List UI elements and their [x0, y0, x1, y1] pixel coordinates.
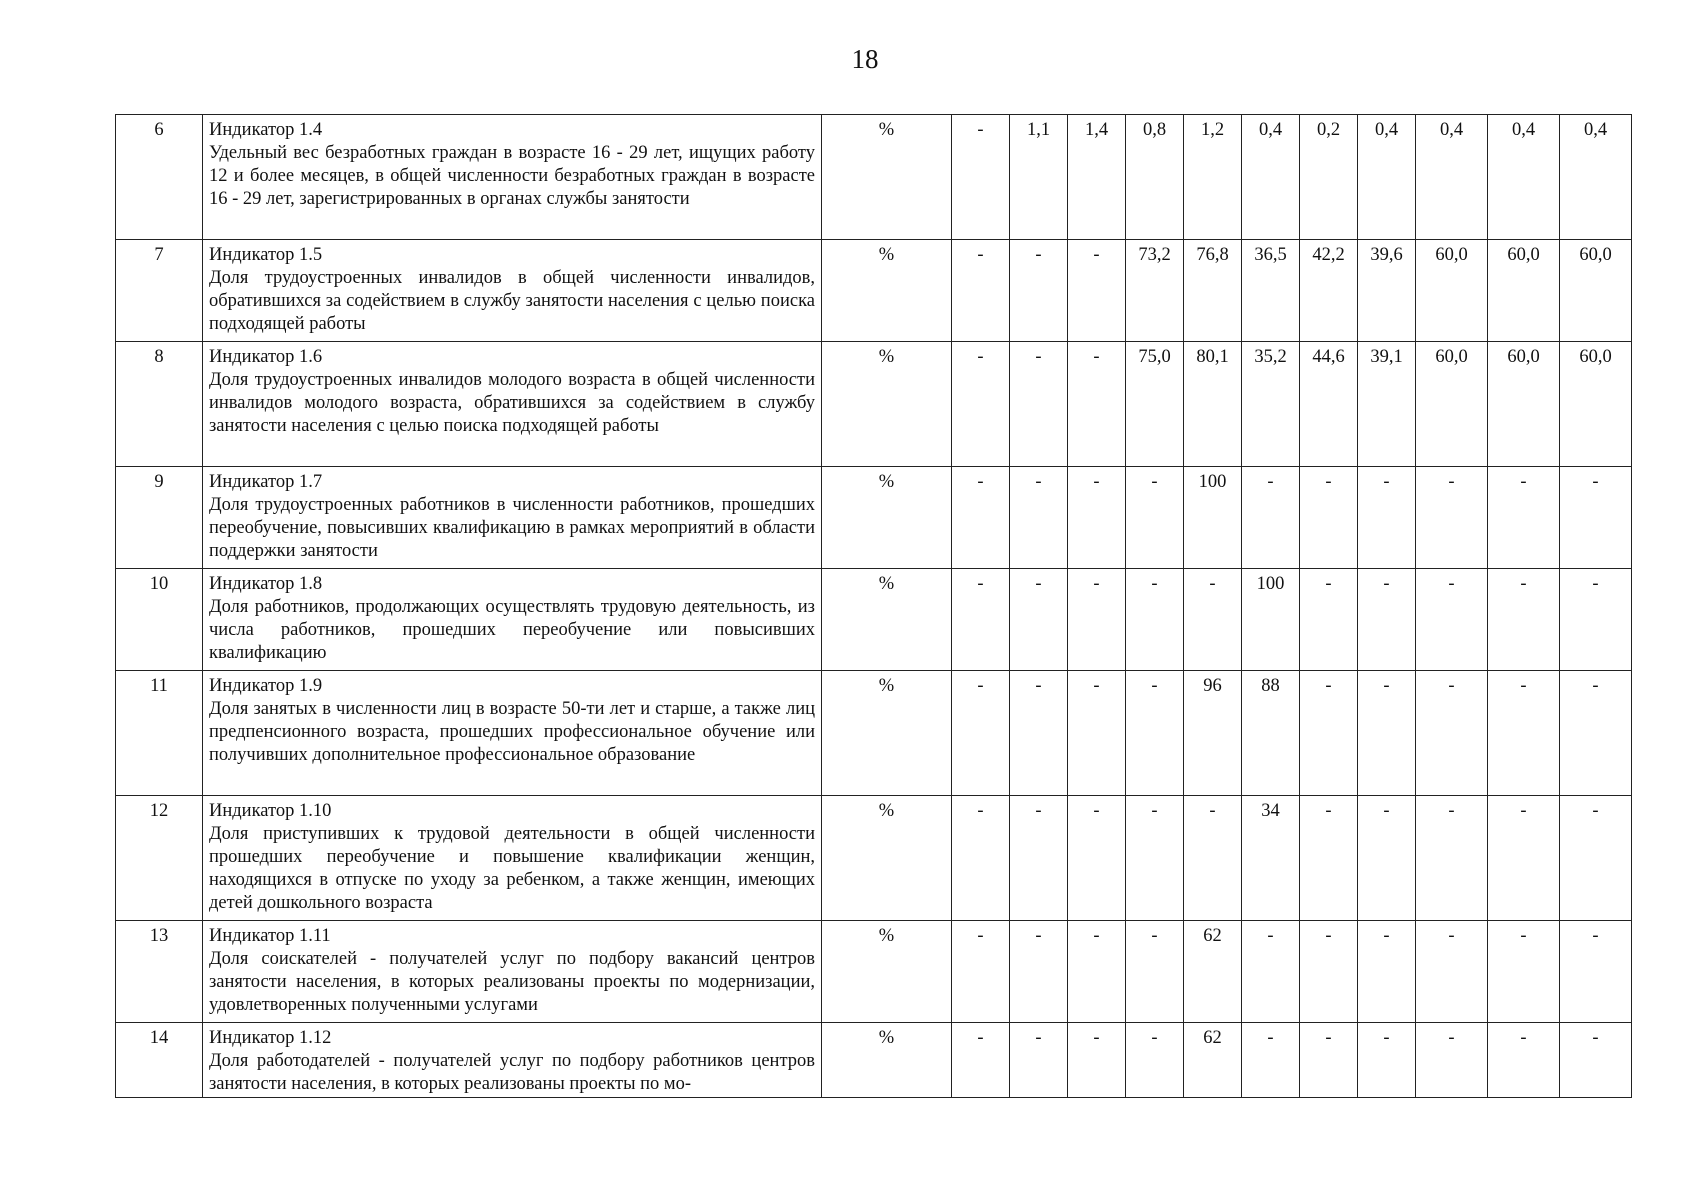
unit-cell: %: [822, 921, 952, 1023]
value-cell: -: [1010, 796, 1068, 921]
value-cell: 0,8: [1126, 115, 1184, 240]
value-cell: -: [1010, 569, 1068, 671]
indicator-text: Доля соискателей - получателей услуг по подбору вакансий центров занятости населения, в которых реализованы проекты по модернизации, удовлетворенных полученными услугами: [209, 949, 815, 1015]
value-cell: -: [1488, 796, 1560, 921]
unit-cell: %: [822, 796, 952, 921]
indicator-description: [203, 796, 822, 921]
table-row: [116, 1023, 1632, 1098]
value-cell: -: [952, 671, 1010, 796]
indicator-title: Индикатор 1.9: [209, 676, 323, 696]
value-cell: -: [1358, 569, 1416, 671]
value-cell: 75,0: [1126, 342, 1184, 467]
table-row: [116, 569, 1632, 671]
value-cell: -: [1488, 921, 1560, 1023]
value-cell: -: [1488, 1023, 1560, 1098]
value-cell: -: [1416, 671, 1488, 796]
value-cell: 42,2: [1300, 240, 1358, 342]
value-cell: -: [1242, 921, 1300, 1023]
unit-cell: %: [822, 240, 952, 342]
unit-cell: %: [822, 569, 952, 671]
value-cell: 88: [1242, 671, 1300, 796]
value-cell: 96: [1184, 671, 1242, 796]
value-cell: -: [1488, 569, 1560, 671]
indicator-text: Удельный вес безработных граждан в возрасте 16 - 29 лет, ищущих работу 12 и более месяцев, в общей численности безработных граждан в возрасте 16 - 29 лет, зарегистрированных в органах службы занятости: [209, 143, 815, 209]
value-cell: -: [952, 115, 1010, 240]
row-number: 12: [116, 796, 203, 921]
value-cell: -: [1068, 796, 1126, 921]
unit-cell: %: [822, 467, 952, 569]
value-cell: -: [1560, 1023, 1632, 1098]
value-cell: -: [952, 467, 1010, 569]
value-cell: -: [1184, 796, 1242, 921]
value-cell: -: [1416, 467, 1488, 569]
value-cell: 0,2: [1300, 115, 1358, 240]
value-cell: 60,0: [1488, 342, 1560, 467]
row-number: 8: [116, 342, 203, 467]
value-cell: 0,4: [1560, 115, 1632, 240]
value-cell: -: [1010, 671, 1068, 796]
value-cell: 0,4: [1242, 115, 1300, 240]
value-cell: -: [1126, 467, 1184, 569]
indicator-title: Индикатор 1.12: [209, 1028, 332, 1048]
indicators-table: [115, 114, 1632, 1098]
indicator-description: [203, 240, 822, 342]
value-cell: 60,0: [1560, 240, 1632, 342]
indicator-text: Доля трудоустроенных инвалидов молодого возраста в общей численности инвалидов молодого возраста, обратившихся за содействием в службу занятости населения с целью поиска подходящей работы: [209, 370, 815, 436]
value-cell: -: [1560, 921, 1632, 1023]
value-cell: -: [1560, 569, 1632, 671]
value-cell: -: [952, 796, 1010, 921]
value-cell: 60,0: [1560, 342, 1632, 467]
value-cell: -: [1358, 1023, 1416, 1098]
value-cell: -: [1242, 1023, 1300, 1098]
page-number: 18: [851, 44, 879, 74]
table-row: [116, 342, 1632, 467]
indicator-description: [203, 342, 822, 467]
table-row: [116, 796, 1632, 921]
value-cell: -: [1416, 921, 1488, 1023]
indicator-title: Индикатор 1.11: [209, 926, 331, 946]
value-cell: -: [1560, 796, 1632, 921]
indicator-title: Индикатор 1.4: [209, 120, 323, 140]
value-cell: -: [1126, 1023, 1184, 1098]
value-cell: -: [1560, 671, 1632, 796]
row-number: 13: [116, 921, 203, 1023]
table-row: [116, 467, 1632, 569]
unit-cell: %: [822, 342, 952, 467]
indicator-text: Доля трудоустроенных инвалидов в общей численности инвалидов, обратившихся за содействием в службу занятости населения с целью поиска подходящей работы: [209, 268, 815, 334]
value-cell: -: [1300, 1023, 1358, 1098]
row-number: 11: [116, 671, 203, 796]
value-cell: 0,4: [1488, 115, 1560, 240]
value-cell: -: [1068, 240, 1126, 342]
value-cell: 100: [1184, 467, 1242, 569]
indicator-text: Доля работодателей - получателей услуг по подбору работников центров занятости населения, в которых реализованы проекты по мо-: [209, 1051, 815, 1094]
value-cell: -: [1300, 467, 1358, 569]
value-cell: 60,0: [1416, 342, 1488, 467]
indicator-title: Индикатор 1.7: [209, 472, 323, 492]
value-cell: -: [1010, 342, 1068, 467]
row-number: 10: [116, 569, 203, 671]
indicator-title: Индикатор 1.10: [209, 801, 332, 821]
value-cell: -: [952, 240, 1010, 342]
value-cell: -: [1358, 467, 1416, 569]
value-cell: -: [1010, 921, 1068, 1023]
value-cell: -: [1560, 467, 1632, 569]
table-row: [116, 115, 1632, 240]
table-row: [116, 921, 1632, 1023]
row-number: 7: [116, 240, 203, 342]
value-cell: -: [1126, 671, 1184, 796]
value-cell: -: [1488, 671, 1560, 796]
value-cell: 36,5: [1242, 240, 1300, 342]
value-cell: -: [1300, 796, 1358, 921]
value-cell: 60,0: [1488, 240, 1560, 342]
value-cell: 62: [1184, 921, 1242, 1023]
value-cell: -: [952, 1023, 1010, 1098]
value-cell: 39,6: [1358, 240, 1416, 342]
value-cell: 0,4: [1358, 115, 1416, 240]
value-cell: -: [1010, 1023, 1068, 1098]
value-cell: -: [1010, 467, 1068, 569]
value-cell: -: [1068, 467, 1126, 569]
indicator-text: Доля занятых в численности лиц в возрасте 50-ти лет и старше, а также лиц предпенсионного возраста, прошедших профессиональное обучение или получивших дополнительное профессиональное образование: [209, 699, 815, 765]
value-cell: -: [1416, 796, 1488, 921]
value-cell: 62: [1184, 1023, 1242, 1098]
value-cell: -: [952, 569, 1010, 671]
value-cell: -: [1068, 342, 1126, 467]
value-cell: 76,8: [1184, 240, 1242, 342]
value-cell: -: [1068, 1023, 1126, 1098]
unit-cell: %: [822, 115, 952, 240]
value-cell: -: [1010, 240, 1068, 342]
indicator-description: [203, 467, 822, 569]
value-cell: 34: [1242, 796, 1300, 921]
value-cell: 44,6: [1300, 342, 1358, 467]
table-row: [116, 671, 1632, 796]
indicator-text: Доля приступивших к трудовой деятельности в общей численности прошедших переобучение и повышение квалификации женщин, находящихся в отпуске по уходу за ребенком, а также женщин, имеющих детей дошкольного возраста: [209, 824, 815, 913]
value-cell: 60,0: [1416, 240, 1488, 342]
value-cell: -: [1358, 921, 1416, 1023]
indicator-description: [203, 1023, 822, 1098]
value-cell: -: [1416, 569, 1488, 671]
row-number: 6: [116, 115, 203, 240]
indicator-text: Доля работников, продолжающих осуществлять трудовую деятельность, из числа работников, прошедших переобучение или повысивших квалификацию: [209, 597, 815, 663]
value-cell: -: [1416, 1023, 1488, 1098]
value-cell: -: [952, 921, 1010, 1023]
value-cell: 73,2: [1126, 240, 1184, 342]
indicator-title: Индикатор 1.8: [209, 574, 323, 594]
value-cell: -: [1488, 467, 1560, 569]
unit-cell: %: [822, 671, 952, 796]
table-row: [116, 240, 1632, 342]
value-cell: 100: [1242, 569, 1300, 671]
value-cell: 35,2: [1242, 342, 1300, 467]
indicator-description: [203, 569, 822, 671]
unit-cell: %: [822, 1023, 952, 1098]
value-cell: 1,1: [1010, 115, 1068, 240]
value-cell: 1,2: [1184, 115, 1242, 240]
value-cell: 39,1: [1358, 342, 1416, 467]
indicator-title: Индикатор 1.5: [209, 245, 323, 265]
row-number: 14: [116, 1023, 203, 1098]
value-cell: -: [1358, 671, 1416, 796]
indicator-description: [203, 115, 822, 240]
row-number: 9: [116, 467, 203, 569]
value-cell: -: [1242, 467, 1300, 569]
value-cell: -: [1184, 569, 1242, 671]
value-cell: 1,4: [1068, 115, 1126, 240]
value-cell: -: [1358, 796, 1416, 921]
value-cell: -: [952, 342, 1010, 467]
value-cell: -: [1068, 921, 1126, 1023]
value-cell: -: [1126, 796, 1184, 921]
value-cell: 80,1: [1184, 342, 1242, 467]
indicator-description: [203, 671, 822, 796]
value-cell: -: [1300, 569, 1358, 671]
value-cell: -: [1300, 921, 1358, 1023]
indicator-title: Индикатор 1.6: [209, 347, 323, 367]
value-cell: -: [1126, 569, 1184, 671]
value-cell: -: [1068, 569, 1126, 671]
value-cell: -: [1068, 671, 1126, 796]
indicator-text: Доля трудоустроенных работников в численности работников, прошедших переобучение, повысивших квалификацию в рамках мероприятий в области поддержки занятости: [209, 495, 815, 561]
value-cell: -: [1126, 921, 1184, 1023]
value-cell: 0,4: [1416, 115, 1488, 240]
indicator-description: [203, 921, 822, 1023]
value-cell: -: [1300, 671, 1358, 796]
